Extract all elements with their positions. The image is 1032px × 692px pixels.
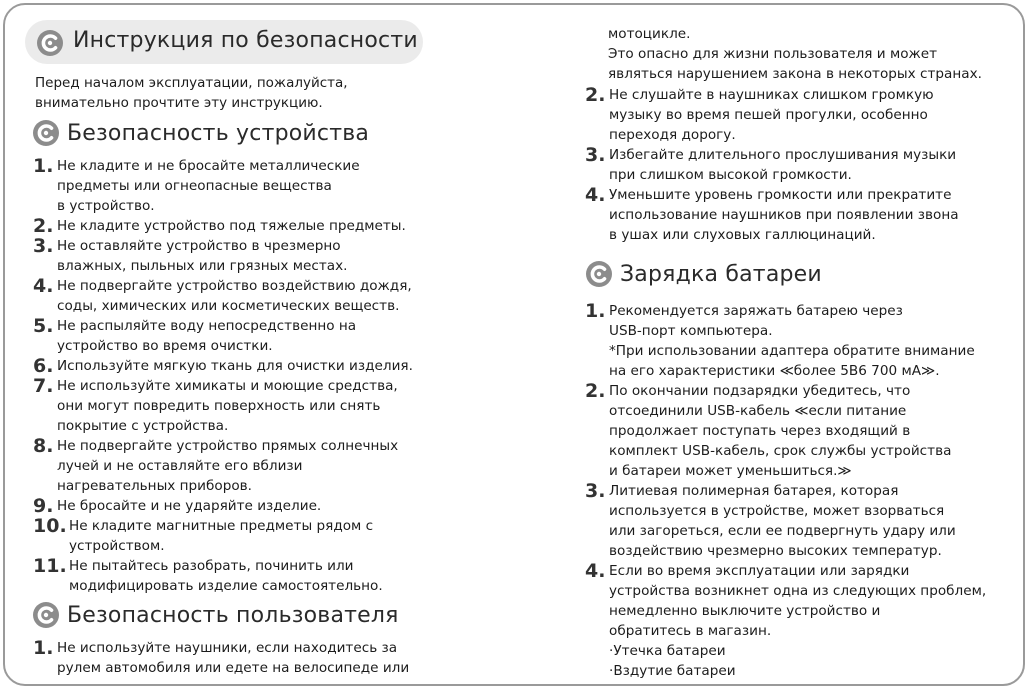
item-text-line: Если во время эксплуатации или зарядки: [609, 563, 910, 579]
page-title: Инструкция по безопасности: [73, 28, 418, 53]
item-text-line: Не подвергайте устройство прямых солнечных: [57, 438, 399, 454]
list-item: [33, 556, 503, 596]
item-number: 4.: [33, 275, 54, 297]
item-text-line: Не бросайте и не ударяйте изделие.: [57, 498, 322, 514]
item-text-line: в ушах или слуховых галлюцинаций.: [609, 227, 876, 243]
item-text-line: *При использовании адаптера обратите внимание: [609, 343, 975, 359]
item-text-line: и батареи может уменьшиться.≫: [609, 463, 852, 479]
battery-list: [585, 301, 1015, 681]
brand-logo-icon: [33, 602, 59, 628]
section-heading-device-safety: Безопасность устройства: [33, 120, 369, 146]
section-heading-user-safety: Безопасность пользователя: [33, 602, 399, 628]
item-text-line: используется в устройстве, может взорваться: [609, 503, 945, 519]
user-safety-continued: мотоцикле. Это опасно для жизни пользователя и может являться нарушением закона в некоторых странах.: [608, 26, 982, 82]
item-text-line: в устройство.: [57, 198, 155, 214]
user-safety-list-left: [33, 638, 503, 678]
item-text-line: Не используйте химикаты и моющие средства,: [57, 378, 398, 394]
item-text-line: устройства возникнет одна из следующих проблем,: [609, 583, 987, 599]
item-text-line: лучей и не оставляйте его вблизи: [57, 458, 303, 474]
list-item: [33, 236, 503, 276]
item-text-line: воздействию чрезмерно высоких температур.: [609, 543, 942, 559]
item-text-line: отсоединили USB-кабель ≪если питание: [609, 403, 907, 419]
list-item: [33, 156, 503, 216]
manual-page: [3, 3, 1025, 686]
item-text-line: предметы или огнеопасные вещества: [57, 178, 332, 194]
item-text-line: Не распыляйте воду непосредственно на: [57, 318, 357, 334]
item-text-line: они могут повредить поверхность или снять: [57, 398, 381, 414]
user-safety-list-right: [585, 85, 1015, 245]
list-item: [585, 185, 1015, 245]
list-item: [33, 436, 503, 496]
item-text-line: Уменьшите уровень громкости или прекратите: [609, 187, 952, 203]
item-text-line: комплект USB-кабель, срок службы устройства: [609, 443, 952, 459]
item-text-line: Избегайте длительного прослушивания музыки: [609, 147, 957, 163]
list-item: [33, 276, 503, 316]
item-number: 1.: [585, 300, 606, 322]
item-number: 2.: [585, 84, 606, 106]
list-item: [33, 216, 503, 236]
item-text-line: Не слушайте в наушниках слишком громкую: [609, 87, 934, 103]
item-text-line: переходя дорогу.: [609, 127, 736, 143]
item-number: 5.: [33, 315, 54, 337]
item-number: 1.: [33, 155, 54, 177]
item-text-line: обратитесь в магазин.: [609, 623, 772, 639]
item-text-line: при слишком высокой громкости.: [609, 167, 852, 183]
list-item: [33, 496, 503, 516]
item-number: 10.: [33, 515, 67, 537]
item-text-line: ·Утечка батареи: [609, 643, 726, 659]
list-item: [585, 301, 1015, 381]
item-text-line: нагревательных приборов.: [57, 478, 252, 494]
list-item: [33, 516, 503, 556]
section-heading-battery: Зарядка батареи: [586, 261, 822, 287]
item-text-line: Не пытайтесь разобрать, починить или: [69, 558, 354, 574]
item-text-line: По окончании подзарядки убедитесь, что: [609, 383, 911, 399]
list-item: [33, 356, 503, 376]
item-text-line: USB-порт компьютера.: [609, 323, 773, 339]
item-number: 7.: [33, 375, 54, 397]
item-text-line: использование наушников при появлении звона: [609, 207, 959, 223]
item-text-line: Не кладите устройство под тяжелые предметы.: [57, 218, 406, 234]
item-number: 2.: [33, 215, 54, 237]
item-text-line: соды, химических или косметических веществ.: [57, 298, 400, 314]
item-text-line: покрытие с устройства.: [57, 418, 229, 434]
list-item: 1. Не используйте наушники, если находитесь за рулем автомобиля или едете на велосипеде или: [33, 637, 410, 676]
item-text-line: Литиевая полимерная батарея, которая: [609, 483, 899, 499]
brand-logo-icon: [586, 261, 612, 287]
item-number: 3.: [585, 144, 606, 166]
title-banner: [25, 20, 423, 64]
brand-logo-icon: [37, 30, 63, 56]
item-text-line: устройством.: [69, 538, 165, 554]
item-number: 4.: [585, 184, 606, 206]
list-item: [585, 85, 1015, 145]
item-number: 6.: [33, 355, 54, 377]
item-text-line: или загореться, если ее подвергнуть удару или: [609, 523, 956, 539]
item-text-line: модифицировать изделие самостоятельно.: [69, 578, 383, 594]
list-item: [33, 376, 503, 436]
list-item: [585, 481, 1015, 561]
item-number: 8.: [33, 435, 54, 457]
item-text-line: немедленно выключите устройство и: [609, 603, 881, 619]
item-text-line: Не оставляйте устройство в чрезмерно: [57, 238, 341, 254]
item-text-line: музыку во время пешей прогулки, особенно: [609, 107, 928, 123]
list-item: [585, 561, 1015, 681]
brand-logo-icon: [33, 120, 59, 146]
item-text-line: на его характеристики ≪более 5В6 700 мА≫.: [609, 363, 940, 379]
item-number: 11.: [33, 555, 67, 577]
device-safety-list: [33, 156, 503, 596]
item-number: 3.: [585, 480, 606, 502]
item-number: 4.: [585, 560, 606, 582]
item-text-line: Не подвергайте устройство воздействию дождя,: [57, 278, 412, 294]
intro-text: Перед началом эксплуатации, пожалуйста, внимательно прочтите эту инструкцию.: [35, 75, 348, 111]
item-text-line: устройство во время очистки.: [57, 338, 273, 354]
list-item: [585, 145, 1015, 185]
item-text-line: влажных, пыльных или грязных местах.: [57, 258, 348, 274]
item-number: 2.: [585, 380, 606, 402]
item-text-line: ·Вздутие батареи: [609, 663, 736, 679]
item-text-line: продолжает поступать через входящий в: [609, 423, 911, 439]
item-text-line: Используйте мягкую ткань для очистки изделия.: [57, 358, 413, 374]
list-item: [33, 316, 503, 356]
list-item: [585, 381, 1015, 481]
item-text-line: Не кладите и не бросайте металлические: [57, 158, 360, 174]
item-number: 3.: [33, 235, 54, 257]
item-number: 9.: [33, 495, 54, 517]
item-text-line: Рекомендуется заряжать батарею через: [609, 303, 903, 319]
item-text-line: Не кладите магнитные предметы рядом с: [69, 518, 374, 534]
